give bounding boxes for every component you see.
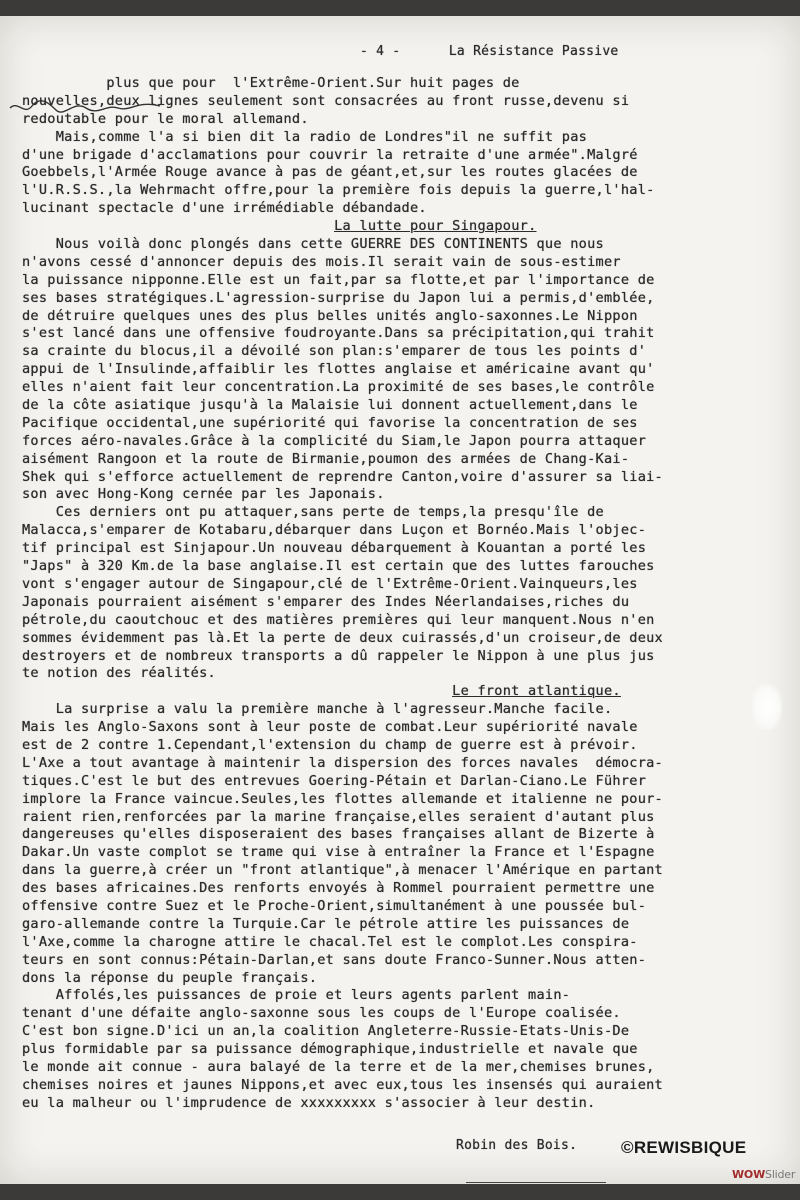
text-line: appui de l'Insulinde,affaiblir les flottes anglaise et américaine avant qu' (22, 361, 655, 378)
section-heading (22, 683, 663, 701)
section-heading-text: La lutte pour Singapour. (334, 218, 537, 235)
text-line: sommes évidemment pas là.Et la perte de deux cuirassés,d'un croiseur,de deux (22, 629, 663, 646)
text-line: La surprise a valu la première manche à l'agresseur.Manche facile. (22, 701, 613, 718)
text-line: d'une brigade d'acclamations pour couvrir la retraite d'une armée".Malgré (22, 146, 638, 163)
page-number: - 4 - (360, 44, 401, 59)
document-page (0, 16, 800, 1184)
text-line: l'U.R.S.S.,la Wehrmacht offre,pour la première fois depuis la guerre,l'hal- (22, 182, 655, 199)
text-line: Japonais pourraient aisément s'emparer des Indes Néerlandaises,riches du (22, 593, 630, 610)
text-line: aisément Rangoon et la route de Birmanie,poumon des armées de Chang-Kai- (22, 450, 630, 467)
signature-rule (466, 1182, 606, 1183)
text-line: de la côte asiatique jusqu'à la Malaisie lui donnent actuellement,dans le (22, 397, 638, 414)
text-line: des bases africaines.Des renforts envoyés à Rommel pourraient permettre une (22, 880, 655, 897)
text-line: dangereuses qu'elles disposeraient des bases françaises allant de Bizerte à (22, 826, 655, 843)
text-line: la puissance nipponne.Elle est un fait,par sa flotte,et par l'importance de (22, 271, 655, 288)
watermark-part2: Slider (765, 1168, 796, 1181)
text-line: de détruire quelques unes des plus belles unités anglo-saxonnes.Le Nippon (22, 307, 638, 324)
text-line: teurs en sont connus:Pétain-Darlan,et sans doute Franco-Sunner.Nous atten- (22, 951, 647, 968)
text-line: raient rien,renforcées par la marine française,elles seraient d'autant plus (22, 808, 655, 825)
text-line: te notion des réalités. (22, 665, 216, 682)
paper-stain (752, 684, 782, 730)
text-line: Nous voilà donc plongés dans cette GUERRE DES CONTINENTS que nous (22, 236, 604, 253)
text-line: Pacifique occidental,une supériorité qui favorise la concentration de ses (22, 414, 638, 431)
text-line: tif principal est Sinjapour.Un nouveau débarquement à Kouantan a porté les (22, 540, 647, 557)
text-line: vont s'engager autour de Singapour,clé de l'Extrême-Orient.Vainqueurs,les (22, 575, 638, 592)
credit-mark: ©REWISBIQUE (621, 1138, 747, 1157)
running-title: La Résistance Passive (448, 44, 619, 59)
text-line: ses bases stratégiques.L'agression-surprise du Japon lui a permis,d'emblée, (22, 289, 655, 306)
text-line: dons la réponse du peuple français. (22, 969, 318, 986)
text-line: Dakar.Un vaste complot se trame qui vise à entraîner la France et l'Espagne (22, 844, 655, 861)
body-text (22, 75, 663, 1113)
signature: Robin des Bois. (456, 1138, 578, 1153)
text-line: Ces derniers ont pu attaquer,sans perte de temps,la presqu'île de (22, 504, 604, 521)
text-line: est de 2 contre 1.Cependant,l'extension du champ de guerre est à prévoir. (22, 736, 638, 753)
page-header (360, 44, 618, 59)
section-heading (22, 218, 663, 236)
text-line: forces aéro-navales.Grâce à la complicité du Siam,le Japon pourra attaquer (22, 432, 647, 449)
section-heading-text: Le front atlantique. (452, 683, 621, 700)
text-line: Affolés,les puissances de proie et leurs agents parlent main- (22, 987, 571, 1004)
text-line: le monde ait connue - aura balayé de la terre et de la mer,chemises brunes, (22, 1058, 655, 1075)
text-line: tiques.C'est le but des entrevues Goering-Pétain et Darlan-Ciano.Le Führer (22, 772, 647, 789)
text-line: eu la malheur ou l'imprudence de xxxxxxxxx s'associer à leur destin. (22, 1094, 596, 1111)
text-line: s'est lancé dans une offensive foudroyante.Dans sa précipitation,qui trahit (22, 325, 655, 342)
text-line: garo-allemande contre la Turquie.Car le pétrole attire les puissances de (22, 915, 630, 932)
text-line: destroyers et de nombreux transports a dû rappeler le Nippon à une plus jus (22, 647, 655, 664)
text-line: n'avons cessé d'annoncer depuis des mois.Il serait vain de sous-estimer (22, 253, 621, 270)
text-line: chemises noires et jaunes Nippons,et avec eux,tous les insensés qui auraient (22, 1076, 663, 1093)
text-line: offensive contre Suez et le Proche-Orient,simultanément à une poussée bul- (22, 897, 647, 914)
text-line: lucinant spectacle d'une irrémédiable débandade. (22, 200, 427, 217)
watermark (732, 1168, 795, 1181)
text-line: redoutable pour le moral allemand. (22, 110, 309, 127)
text-line: "Japs" à 320 Km.de la base anglaise.Il est certain que des luttes farouches (22, 558, 655, 575)
text-line: pétrole,du caoutchouc et des matières premières qui leur manquent.Nous n'en (22, 611, 655, 628)
text-line: l'Axe,comme la charogne attire le chacal.Tel est le complot.Les conspira- (22, 933, 638, 950)
text-line: Shek qui s'efforce actuellement de reprendre Canton,voire d'assurer sa liai- (22, 468, 663, 485)
text-line: dans la guerre,à créer un "front atlantique",à menacer l'Amérique en partant (22, 862, 663, 879)
text-line: elles n'aient fait leur concentration.La proximité de ses bases,le contrôle (22, 379, 655, 396)
text-line: L'Axe a tout avantage à maintenir la dispersion des forces navales démocra- (22, 754, 663, 771)
watermark-part1: WOW (732, 1168, 766, 1181)
text-line: Goebbels,l'Armée Rouge avance à pas de géant,et,sur les routes glacées de (22, 164, 638, 181)
text-line: C'est bon signe.D'ici un an,la coalition Angleterre-Russie-Etats-Unis-De (22, 1023, 630, 1040)
text-line: nouvelles,deux lignes seulement sont consacrées au front russe,devenu si (22, 92, 630, 109)
text-line: Mais les Anglo-Saxons sont à leur poste de combat.Leur supériorité navale (22, 719, 638, 736)
text-line: plus que pour l'Extrême-Orient.Sur huit pages de (22, 75, 520, 91)
text-line: sa crainte du blocus,il a dévoilé son plan:s'emparer de tous les points d' (22, 343, 647, 360)
text-line: tenant d'une défaite anglo-saxonne sous les coups de l'Europe coalisée. (22, 1005, 621, 1022)
text-line: Malacca,s'emparer de Kotabaru,débarquer dans Luçon et Bornéo.Mais l'objec- (22, 522, 647, 539)
text-line: son avec Hong-Kong cernée par les Japonais. (22, 486, 385, 503)
text-line: implore la France vaincue.Seules,les flottes allemande et italienne ne pour- (22, 790, 663, 807)
text-line: Mais,comme l'a si bien dit la radio de Londres"il ne suffit pas (22, 128, 588, 145)
text-line: plus formidable par sa puissance démographique,industrielle et navale que (22, 1041, 638, 1058)
